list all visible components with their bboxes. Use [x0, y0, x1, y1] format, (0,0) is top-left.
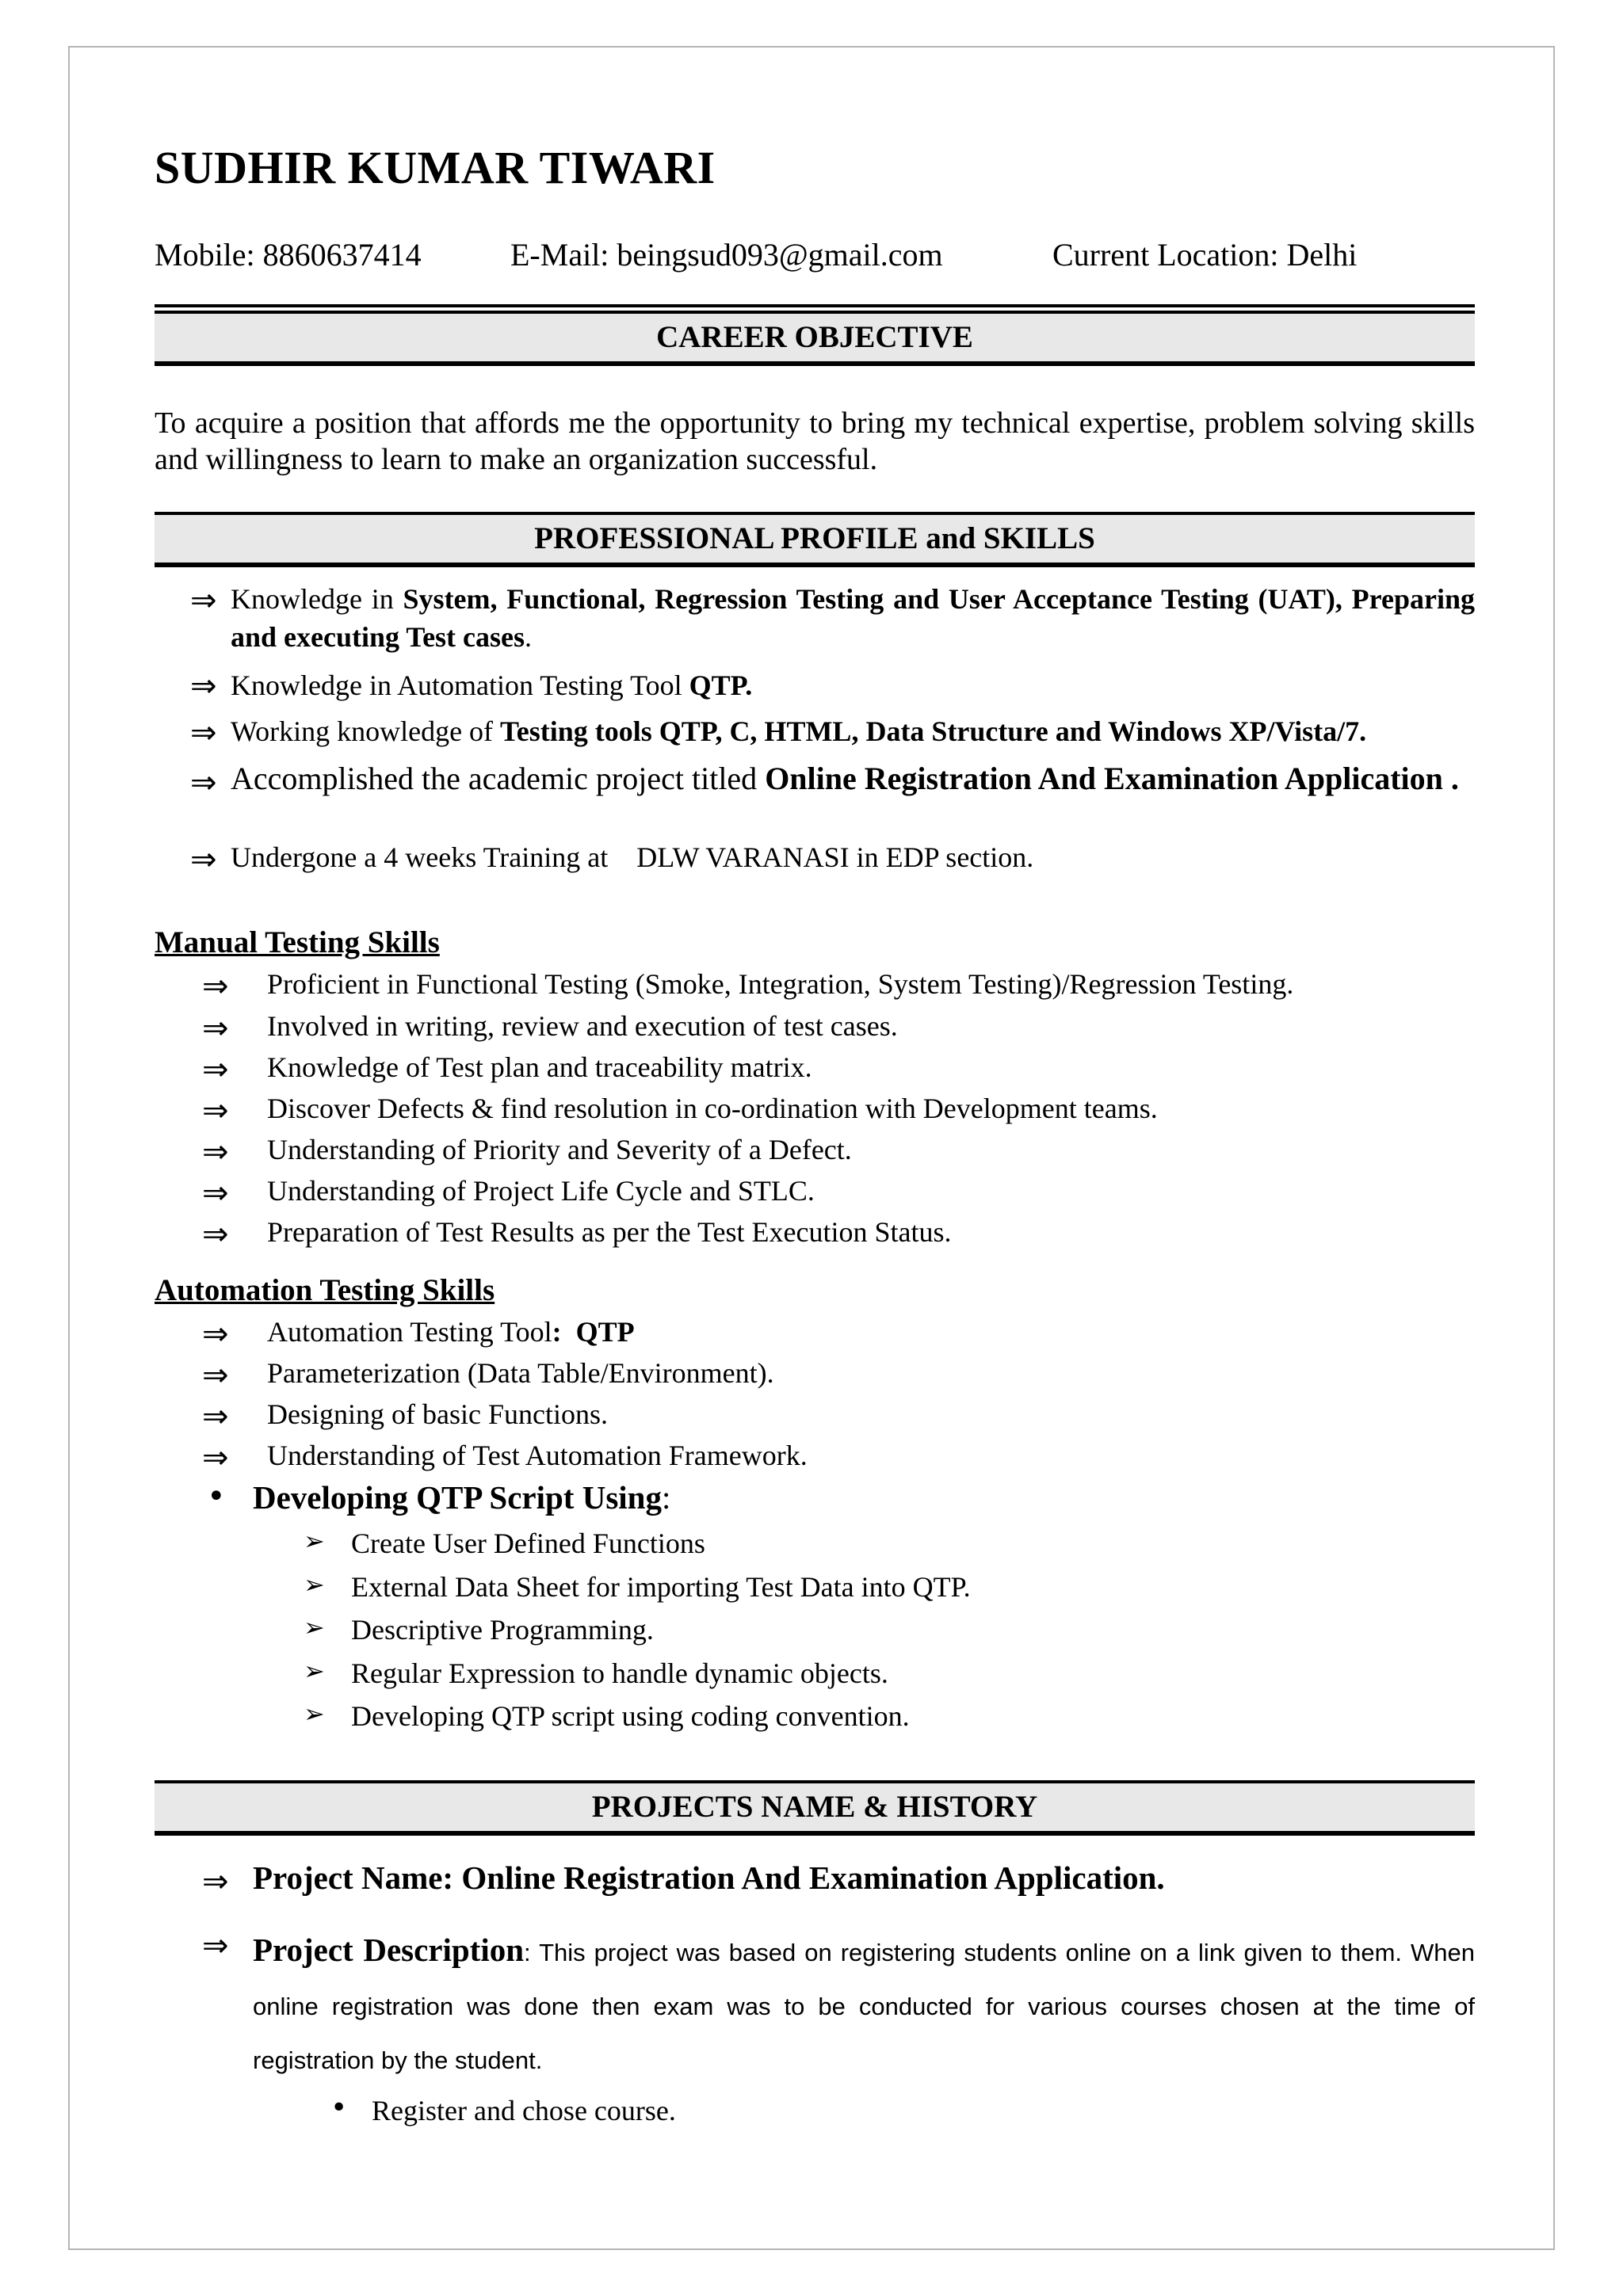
list-item: Accomplished the academic project titled Online Registration And Examination Application .: [231, 761, 1459, 796]
list-item: Working knowledge of Testing tools QTP, C, HTML, Data Structure and Windows XP/Vista/7.: [231, 715, 1367, 747]
arrow-icon: ⇒: [202, 1134, 229, 1170]
arrow-icon: ⇒: [202, 1216, 229, 1253]
list-item: External Data Sheet for importing Test Data into QTP.: [351, 1571, 971, 1603]
arrow-icon: ⇒: [190, 841, 217, 878]
mobile-number: Mobile: 8860637414: [155, 237, 422, 273]
section-header-profile: PROFESSIONAL PROFILE and SKILLS: [155, 512, 1475, 567]
arrowhead-bullet-icon: ➢: [304, 1612, 325, 1642]
list-item: Designing of basic Functions.: [267, 1398, 608, 1430]
arrow-icon: ⇒: [202, 1175, 229, 1211]
arrowhead-bullet-icon: ➢: [304, 1699, 325, 1729]
section-header-career-objective: CAREER OBJECTIVE: [155, 311, 1475, 366]
list-item: Understanding of Test Automation Framework.: [267, 1440, 808, 1471]
arrowhead-bullet-icon: ➢: [304, 1569, 325, 1600]
arrow-icon: ⇒: [202, 968, 229, 1005]
list-item: Proficient in Functional Testing (Smoke, Integration, System Testing)/Regression Testing.: [267, 968, 1294, 1000]
arrow-icon: ⇒: [202, 1863, 229, 1900]
arrow-icon: ⇒: [202, 1316, 229, 1352]
current-location: Current Location: Delhi: [1052, 237, 1358, 273]
section-header-projects: PROJECTS NAME & HISTORY: [155, 1780, 1475, 1836]
project-bullet-item: Register and chose course.: [372, 2095, 676, 2126]
arrowhead-bullet-icon: ➢: [304, 1656, 325, 1686]
list-item: Developing QTP script using coding convention.: [351, 1700, 910, 1732]
candidate-name: SUDHIR KUMAR TIWARI: [155, 142, 716, 193]
bullet-icon: •: [330, 2092, 348, 2124]
arrow-icon: ⇒: [202, 1010, 229, 1047]
list-item: Understanding of Priority and Severity of a Defect.: [267, 1134, 852, 1165]
list-item: Regular Expression to handle dynamic objects.: [351, 1657, 888, 1689]
arrowhead-bullet-icon: ➢: [304, 1526, 325, 1556]
arrow-icon: ⇒: [202, 1398, 229, 1435]
list-item: Parameterization (Data Table/Environment).: [267, 1357, 774, 1389]
arrow-icon: ⇒: [202, 1440, 229, 1476]
arrow-icon: ⇒: [202, 1051, 229, 1088]
project-name: Project Name: Online Registration And Examination Application.: [253, 1859, 1165, 1896]
automation-testing-heading: Automation Testing Skills: [155, 1273, 495, 1307]
list-item: Automation Testing Tool: QTP: [267, 1316, 635, 1348]
arrow-icon: ⇒: [202, 1928, 229, 1964]
arrow-icon: ⇒: [190, 765, 217, 801]
arrow-icon: ⇒: [202, 1357, 229, 1394]
list-item: Create User Defined Functions: [351, 1527, 705, 1559]
list-item: Preparation of Test Results as per the Test Execution Status.: [267, 1216, 952, 1248]
list-item: Discover Defects & find resolution in co-ordination with Development teams.: [267, 1093, 1158, 1124]
arrow-icon: ⇒: [202, 1093, 229, 1129]
list-item: Knowledge of Test plan and traceability matrix.: [267, 1051, 812, 1083]
arrow-icon: ⇒: [190, 715, 217, 751]
list-item: Undergone a 4 weeks Training at DLW VARANASI in EDP section.: [231, 841, 1034, 873]
list-item: Knowledge in System, Functional, Regression Testing and User Acceptance Testing (UAT), Preparing and executing Test cases.: [231, 583, 1475, 653]
qtp-script-heading: Developing QTP Script Using:: [253, 1479, 671, 1516]
list-item: Knowledge in Automation Testing Tool QTP.: [231, 669, 753, 701]
career-objective-text: To acquire a position that affords me the opportunity to bring my technical expertise, problem solving skills and willingness to learn to make an organization successful.: [155, 406, 1475, 476]
list-item: Understanding of Project Life Cycle and STLC.: [267, 1175, 815, 1207]
list-item: Involved in writing, review and execution of test cases.: [267, 1010, 898, 1042]
email-address: E-Mail: beingsud093@gmail.com: [510, 237, 943, 273]
project-description: Project Description: This project was based on registering students online on a link given to them. When online registration was done then exam was to be conducted for various courses chosen at the time of registration by the student.: [253, 1932, 1475, 2074]
arrow-icon: ⇒: [190, 668, 217, 704]
list-item: Descriptive Programming.: [351, 1614, 654, 1646]
bullet-icon: •: [207, 1478, 226, 1515]
arrow-icon: ⇒: [190, 582, 217, 619]
manual-testing-heading: Manual Testing Skills: [155, 925, 440, 959]
